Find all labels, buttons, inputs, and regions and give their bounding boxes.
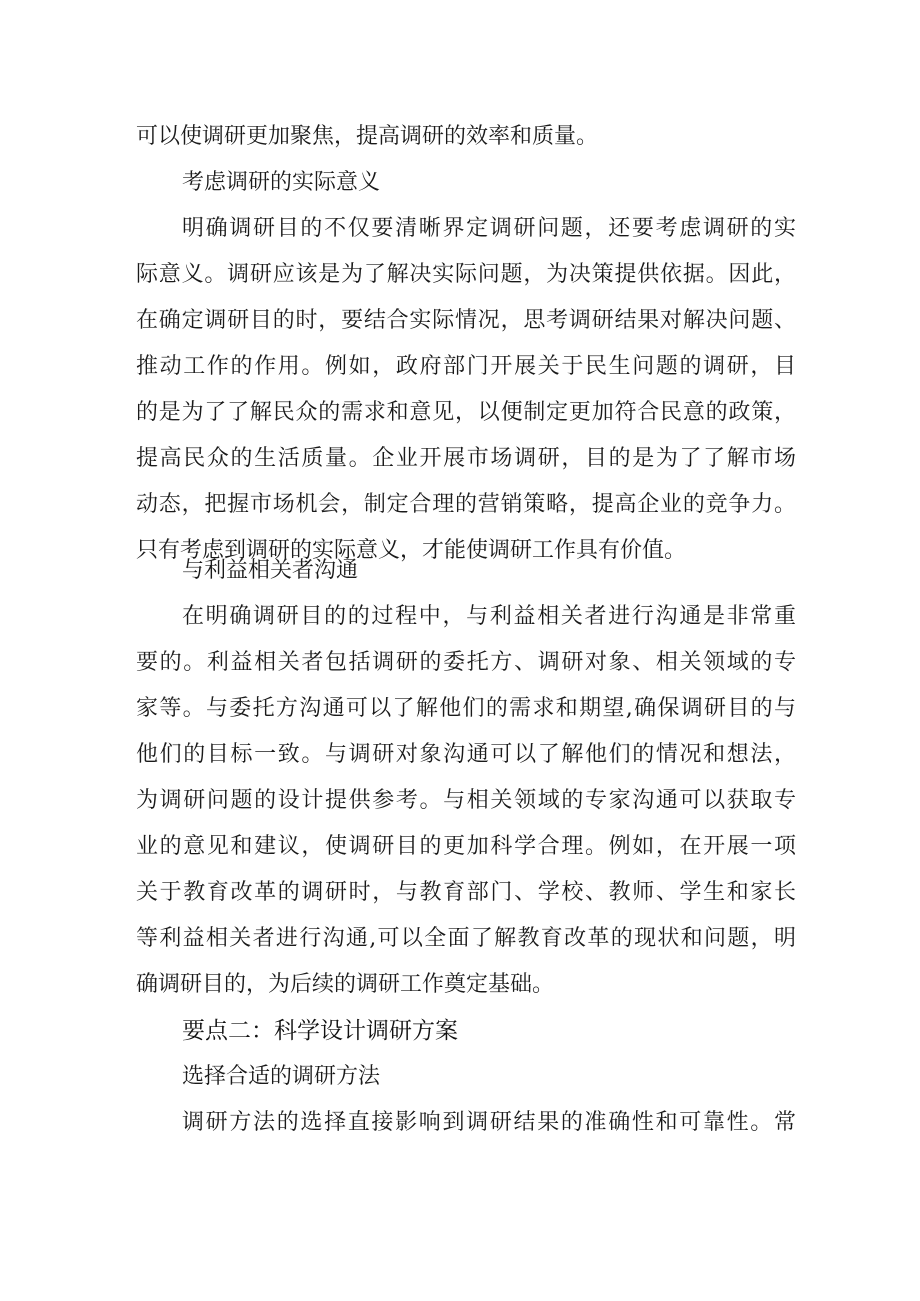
paragraph-line: 推动工作的作用。例如，政府部门开展关于民生问题的调研，目 <box>136 354 796 379</box>
paragraph-line: 明确调研目的不仅要清晰界定调研问题，还要考虑调研的实 <box>182 216 796 241</box>
subsection-title-method: 选择合适的调研方法 <box>182 1064 381 1089</box>
subsection-title-stakeholders: 与利益相关者沟通 <box>182 558 359 583</box>
paragraph-line: 家等。与委托方沟通可以了解他们的需求和期望,确保调研目的与 <box>136 696 796 721</box>
paragraph-line: 的是为了了解民众的需求和意见，以便制定更加符合民意的政策， <box>136 400 796 425</box>
paragraph-line: 调研方法的选择直接影响到调研结果的准确性和可靠性。常 <box>182 1110 796 1135</box>
paragraph-line: 关于教育改革的调研时，与教育部门、学校、教师、学生和家长 <box>136 880 796 905</box>
paragraph-line: 要的。利益相关者包括调研的委托方、调研对象、相关领域的专 <box>136 650 796 675</box>
paragraph-line: 在明确调研目的的过程中，与利益相关者进行沟通是非常重 <box>182 604 796 629</box>
paragraph-line: 在确定调研目的时，要结合实际情况，思考调研结果对解决问题、 <box>136 308 796 333</box>
paragraph-line: 等利益相关者进行沟通,可以全面了解教育改革的现状和问题，明 <box>136 926 796 951</box>
paragraph-line: 可以使调研更加聚焦，提高调研的效率和质量。 <box>136 124 599 149</box>
subsection-title-practical-significance: 考虑调研的实际意义 <box>182 170 381 195</box>
paragraph-line: 提高民众的生活质量。企业开展市场调研，目的是为了了解市场 <box>136 446 796 471</box>
paragraph-line: 动态，把握市场机会，制定合理的营销策略，提高企业的竞争力。 <box>136 492 796 517</box>
paragraph-line: 际意义。调研应该是为了解决实际问题，为决策提供依据。因此， <box>136 262 796 287</box>
paragraph-line: 只有考虑到调研的实际意义，才能使调研工作具有价值。 <box>136 538 687 563</box>
paragraph-line: 业的意见和建议，使调研目的更加科学合理。例如，在开展一项 <box>136 834 796 859</box>
paragraph-line: 他们的目标一致。与调研对象沟通可以了解他们的情况和想法， <box>136 742 796 767</box>
paragraph-line: 确调研目的，为后续的调研工作奠定基础。 <box>136 972 555 997</box>
paragraph-line: 为调研问题的设计提供参考。与相关领域的专家沟通可以获取专 <box>136 788 796 813</box>
key-point-heading: 要点二：科学设计调研方案 <box>182 1018 458 1044</box>
